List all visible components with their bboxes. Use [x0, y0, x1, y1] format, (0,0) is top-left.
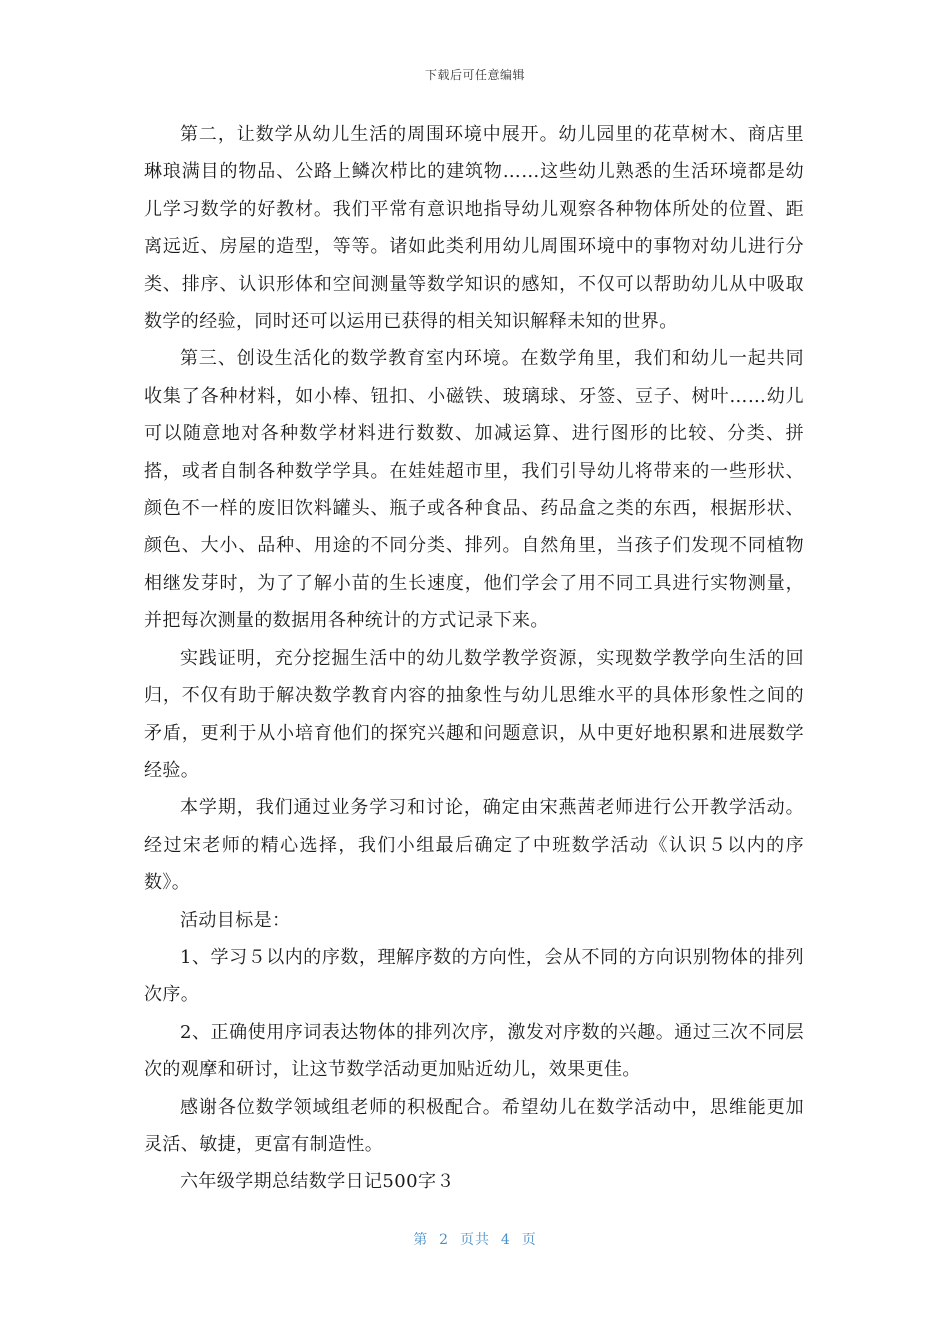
- page-header: 下载后可任意编辑: [424, 68, 525, 82]
- document-body: [144, 116, 804, 1201]
- page-footer: 第 2 页共 4 页: [413, 1232, 537, 1248]
- section-heading: 六年级学期总结数学日记500字３: [180, 1171, 455, 1193]
- paragraph-goal-1: 1、学习５以内的序数，理解序数的方向性，会从不同的方向识别物体的排列次序。: [144, 946, 804, 1006]
- paragraph-thanks: 感谢各位数学领域组老师的积极配合。希望幼儿在数学活动中，思维能更加灵活、敏捷，更富有制造性。: [144, 1096, 804, 1155]
- paragraph-this-semester: 本学期，我们通过业务学习和讨论，确定由宋燕茜老师进行公开教学活动。经过宋老师的精心选择，我们小组最后确定了中班数学活动《认识５以内的序数》。: [144, 797, 804, 894]
- paragraph-second-point: 第二，让数学从幼儿生活的周围环境中展开。幼儿园里的花草树木、商店里琳琅满目的物品、公路上鳞次栉比的建筑物……这些幼儿熟悉的生活环境都是幼儿学习数学的好教材。我们平常有意识地指导幼儿观察各种物体所处的位置、距离远近、房屋的造型，等等。诸如此类利用幼儿周围环境中的事物对幼儿进行分类、排序、认识形体和空间测量等数学知识的感知，不仅可以帮助幼儿从中吸取数学的经验，同时还可以运用已获得的相关知识解释未知的世界。: [144, 124, 804, 333]
- paragraph-practice-proof: 实践证明，充分挖掘生活中的幼儿数学教学资源，实现数学教学向生活的回归，不仅有助于解决数学教育内容的抽象性与幼儿思维水平的具体形象性之间的矛盾，更利于从小培育他们的探究兴趣和问题意识，从中更好地积累和进展数学经验。: [144, 647, 804, 781]
- paragraph-goal-2: 2、正确使用序词表达物体的排列次序，激发对序数的兴趣。通过三次不同层次的观摩和研讨，让这节数学活动更加贴近幼儿，效果更佳。: [144, 1021, 804, 1081]
- paragraph-activity-goals-heading: 活动目标是：: [180, 909, 291, 931]
- paragraph-third-point: 第三、创设生活化的数学教育室内环境。在数学角里，我们和幼儿一起共同收集了各种材料，如小棒、钮扣、小磁铁、玻璃球、牙签、豆子、树叶……幼儿可以随意地对各种数学材料进行数数、加减运算、进行图形的比较、分类、拼搭，或者自制各种数学学具。在娃娃超市里，我们引导幼儿将带来的一些形状、颜色不一样的废旧饮料罐头、瓶子或各种食品、药品盒之类的东西，根据形状、颜色、大小、品种、用途的不同分类、排列。自然角里，当孩子们发现不同植物相继发芽时，为了了解小苗的生长速度，他们学会了用不同工具进行实物测量，并把每次测量的数据用各种统计的方式记录下来。: [144, 348, 804, 632]
